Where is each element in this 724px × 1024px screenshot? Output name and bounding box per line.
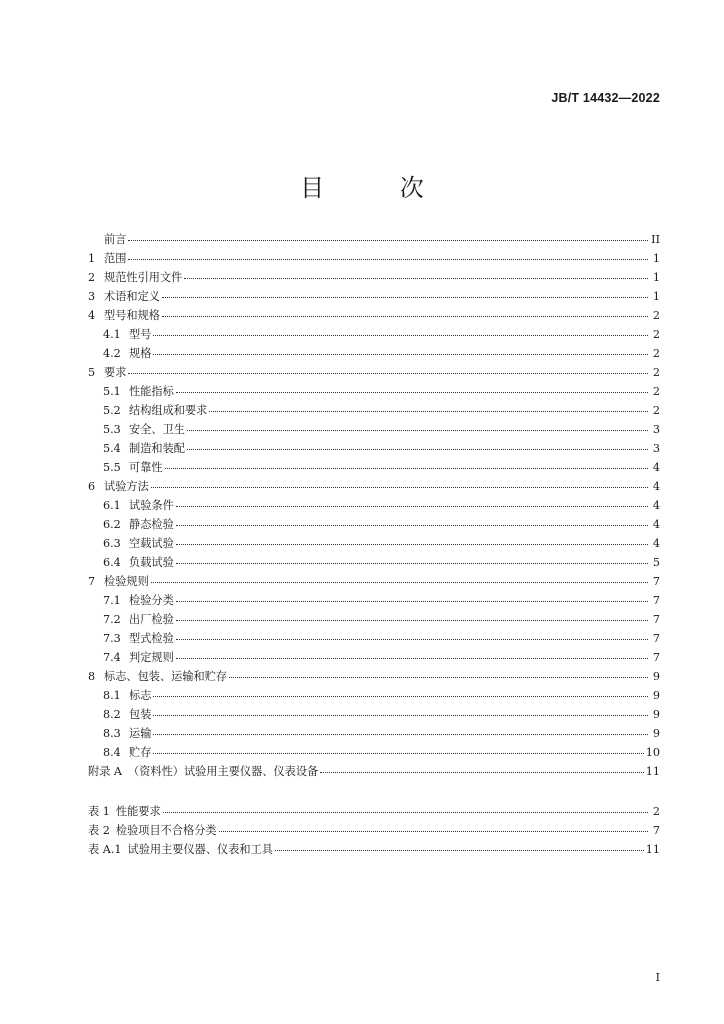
table-list <box>88 802 660 859</box>
dot-leader <box>176 658 648 659</box>
entry-page: 7 <box>652 594 660 607</box>
dot-leader <box>163 812 648 813</box>
entry-page: 2 <box>652 328 660 341</box>
dot-leader <box>153 696 648 697</box>
standard-number: JB/T 14432—2022 <box>551 91 660 105</box>
toc-entry[interactable] <box>88 553 660 572</box>
toc-entry[interactable] <box>88 439 660 458</box>
entry-page: 7 <box>652 824 660 837</box>
entry-page: 9 <box>652 708 660 721</box>
dot-leader <box>153 715 648 716</box>
entry-page: 1 <box>652 252 660 265</box>
dot-leader <box>176 392 648 393</box>
entry-title: （资料性）试验用主要仪器、仪表设备 <box>128 765 319 778</box>
entry-page: 7 <box>652 632 660 645</box>
entry-title: 试验用主要仪器、仪表和工具 <box>127 843 273 856</box>
dot-leader <box>162 297 648 298</box>
entry-title: 前言 <box>104 233 127 246</box>
dot-leader <box>153 753 643 754</box>
entry-page: 2 <box>652 805 660 818</box>
entry-number: 4 <box>88 309 96 322</box>
entry-title: 规格 <box>129 347 152 360</box>
entry-number: 5.5 <box>103 461 121 474</box>
entry-title: 性能要求 <box>115 805 161 818</box>
entry-title: 试验条件 <box>129 499 174 512</box>
entry-page: 7 <box>652 575 660 588</box>
toc-list <box>88 230 660 781</box>
dot-leader <box>184 278 648 279</box>
entry-number: 1 <box>88 252 96 265</box>
table-entry[interactable] <box>88 840 660 859</box>
entry-page: 9 <box>652 670 660 683</box>
dot-leader <box>128 373 648 374</box>
entry-title: 安全、卫生 <box>129 423 185 436</box>
entry-page: 4 <box>652 537 660 550</box>
dot-leader <box>229 677 648 678</box>
entry-page: 1 <box>652 271 660 284</box>
entry-title: 检验项目不合格分类 <box>115 824 217 837</box>
entry-title: 出厂检验 <box>129 613 174 626</box>
entry-number: 6.1 <box>103 499 121 512</box>
dot-leader <box>187 430 648 431</box>
entry-number: 5.1 <box>103 385 121 398</box>
entry-title: 制造和装配 <box>129 442 185 455</box>
entry-page: 4 <box>652 499 660 512</box>
toc-entry[interactable] <box>88 496 660 515</box>
toc-entry[interactable] <box>88 325 660 344</box>
entry-page: 3 <box>652 423 660 436</box>
entry-page: 11 <box>645 765 660 778</box>
toc-entry[interactable] <box>88 268 660 287</box>
entry-title: 型号和规格 <box>104 309 160 322</box>
entry-number: 4.1 <box>103 328 121 341</box>
dot-leader <box>165 468 648 469</box>
entry-number: 6.3 <box>103 537 121 550</box>
toc-entry[interactable] <box>88 344 660 363</box>
entry-number: 8.2 <box>103 708 121 721</box>
entry-title: 包装 <box>129 708 152 721</box>
entry-title: 型号 <box>129 328 152 341</box>
entry-title: 要求 <box>104 366 127 379</box>
toc-entry[interactable] <box>88 306 660 325</box>
entry-title: 标志、包装、运输和贮存 <box>104 670 228 683</box>
dot-leader <box>275 850 644 851</box>
entry-page: 3 <box>652 442 660 455</box>
page-title: 目 次 <box>300 174 458 202</box>
dot-leader <box>176 601 648 602</box>
toc-entry[interactable] <box>88 515 660 534</box>
entry-number: 8.1 <box>103 689 121 702</box>
entry-number: 8.3 <box>103 727 121 740</box>
entry-title: 静态检验 <box>129 518 174 531</box>
table-entry[interactable] <box>88 802 660 821</box>
entry-page: 2 <box>652 385 660 398</box>
entry-title: 性能指标 <box>129 385 174 398</box>
entry-number: 7.1 <box>103 594 121 607</box>
entry-title: 运输 <box>129 727 152 740</box>
entry-number: 7.4 <box>103 651 121 664</box>
entry-number: 7.3 <box>103 632 121 645</box>
toc-entry[interactable] <box>88 610 660 629</box>
page-number: I <box>655 971 660 984</box>
dot-leader <box>151 582 648 583</box>
entry-number: 5.3 <box>103 423 121 436</box>
entry-number: 5 <box>88 366 96 379</box>
toc-entry[interactable] <box>88 458 660 477</box>
entry-title: 型式检验 <box>129 632 174 645</box>
toc-entry[interactable] <box>88 534 660 553</box>
dot-leader <box>176 563 648 564</box>
entry-page: 4 <box>652 518 660 531</box>
entry-number: 8.4 <box>103 746 121 759</box>
entry-title: 结构组成和要求 <box>129 404 208 417</box>
dot-leader <box>187 449 648 450</box>
entry-page: 7 <box>652 613 660 626</box>
dot-leader <box>153 335 648 336</box>
table-entry[interactable] <box>88 821 660 840</box>
entry-number: 表 1 <box>88 805 110 818</box>
entry-title: 检验规则 <box>104 575 149 588</box>
dot-leader <box>153 354 648 355</box>
dot-leader <box>209 411 648 412</box>
entry-title: 规范性引用文件 <box>104 271 183 284</box>
entry-page: 7 <box>652 651 660 664</box>
entry-number: 7.2 <box>103 613 121 626</box>
entry-title: 试验方法 <box>104 480 149 493</box>
toc-entry[interactable] <box>88 572 660 591</box>
entry-number: 5.2 <box>103 404 121 417</box>
entry-number: 6.4 <box>103 556 121 569</box>
toc-entry[interactable] <box>88 591 660 610</box>
entry-number: 表 2 <box>88 824 110 837</box>
toc-entry[interactable] <box>88 629 660 648</box>
entry-number: 7 <box>88 575 96 588</box>
toc-entry[interactable] <box>88 249 660 268</box>
toc-entry[interactable] <box>88 477 660 496</box>
entry-title: 检验分类 <box>129 594 174 607</box>
dot-leader <box>176 620 648 621</box>
dot-leader <box>219 831 648 832</box>
toc-entry[interactable] <box>88 686 660 705</box>
dot-leader <box>176 639 648 640</box>
dot-leader <box>162 316 648 317</box>
entry-page: 5 <box>652 556 660 569</box>
entry-page: 1 <box>652 290 660 303</box>
entry-page: 9 <box>652 727 660 740</box>
toc-entry[interactable] <box>88 401 660 420</box>
entry-title: 可靠性 <box>129 461 163 474</box>
toc-entry[interactable] <box>88 705 660 724</box>
entry-page: 10 <box>645 746 660 759</box>
entry-page: 9 <box>652 689 660 702</box>
entry-number: 5.4 <box>103 442 121 455</box>
entry-title: 负载试验 <box>129 556 174 569</box>
entry-title: 标志 <box>129 689 152 702</box>
toc-entry[interactable] <box>88 420 660 439</box>
toc-entry[interactable] <box>88 667 660 686</box>
entry-number: 3 <box>88 290 96 303</box>
entry-page: 2 <box>652 366 660 379</box>
entry-number: 6.2 <box>103 518 121 531</box>
entry-page: 4 <box>652 461 660 474</box>
entry-page: II <box>651 233 660 246</box>
toc-entry[interactable] <box>88 724 660 743</box>
dot-leader <box>153 734 648 735</box>
entry-number: 2 <box>88 271 96 284</box>
entry-page: 2 <box>652 404 660 417</box>
entry-page: 2 <box>652 309 660 322</box>
toc-entry[interactable] <box>88 743 660 762</box>
toc-entry[interactable] <box>88 287 660 306</box>
dot-leader <box>176 544 648 545</box>
entry-title: 判定规则 <box>129 651 174 664</box>
entry-number: 6 <box>88 480 96 493</box>
dot-leader <box>151 487 648 488</box>
dot-leader <box>128 259 648 260</box>
toc-entry[interactable] <box>88 363 660 382</box>
dot-leader <box>176 506 648 507</box>
toc-entry[interactable] <box>88 648 660 667</box>
entry-number: 8 <box>88 670 96 683</box>
entry-page: 4 <box>652 480 660 493</box>
entry-number: 表 A.1 <box>88 843 122 856</box>
entry-number: 4.2 <box>103 347 121 360</box>
dot-leader <box>320 772 644 773</box>
entry-page: 11 <box>645 843 660 856</box>
entry-title: 范围 <box>104 252 127 265</box>
entry-number: 附录 A <box>88 765 123 778</box>
dot-leader <box>176 525 648 526</box>
entry-page: 2 <box>652 347 660 360</box>
entry-title: 贮存 <box>129 746 152 759</box>
toc-entry[interactable] <box>88 230 660 249</box>
dot-leader <box>128 240 648 241</box>
toc-entry[interactable] <box>88 382 660 401</box>
entry-title: 空载试验 <box>129 537 174 550</box>
entry-title: 术语和定义 <box>104 290 160 303</box>
toc-entry[interactable] <box>88 762 660 781</box>
